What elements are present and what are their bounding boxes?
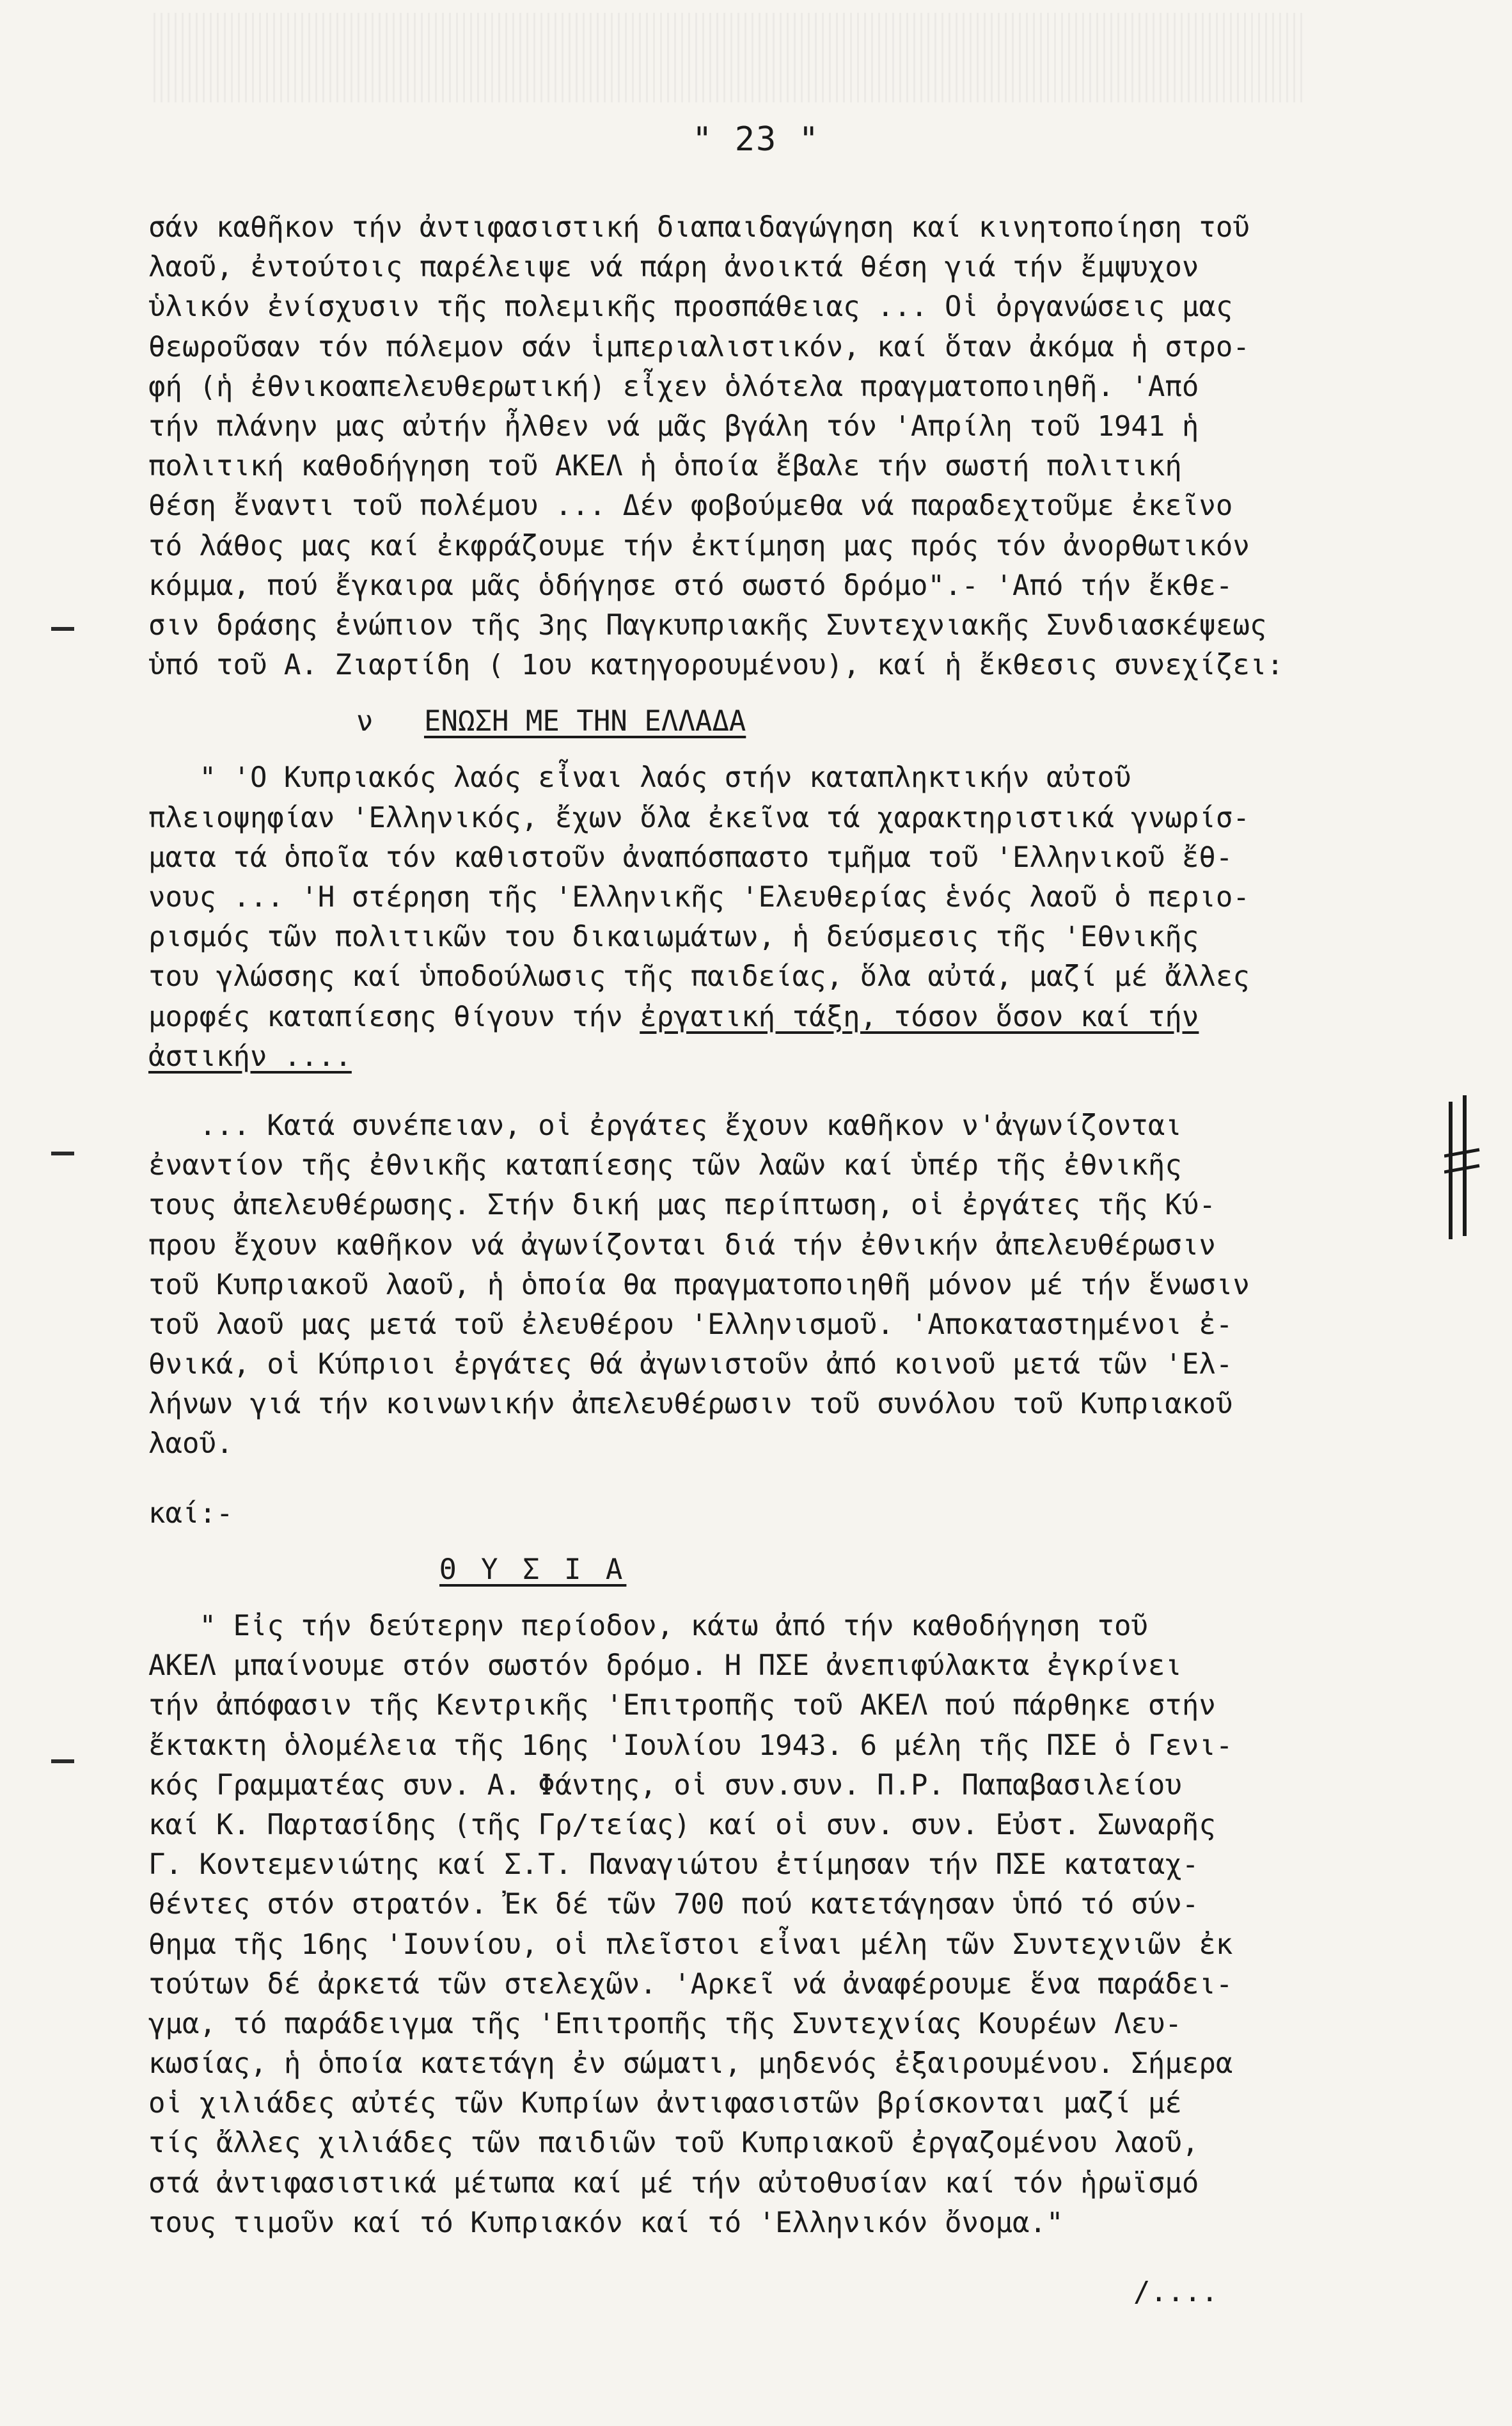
text-line: ὑλικόν ἐνίσχυσιν τῆς πολεμικῆς προσπάθειας ... Οἱ ὀργανώσεις μας	[148, 290, 1233, 324]
text-line: θέση ἔναντι τοῦ πολέμου ... Δέν φοβούμεθα νά παραδεχτοῦμε ἐκεῖνο	[148, 489, 1233, 523]
text-line: λήνων γιά τήν κοινωνικήν ἀπελευθέρωσιν τοῦ συνόλου τοῦ Κυπριακοῦ	[148, 1388, 1233, 1421]
text-line: τοῦ λαοῦ μας μετά τοῦ ἐλευθέρου 'Ελληνισμοῦ. 'Αποκαταστημένοι ἐ-	[148, 1308, 1233, 1341]
scan-noise	[154, 13, 1305, 102]
text-line: Γ. Κοντεμενιώτης καί Σ.Τ. Παναγιώτου ἐτίμησαν τήν ΠΣΕ καταταχ-	[148, 1848, 1199, 1882]
text-line: νους ... 'Η στέρηση τῆς 'Ελληνικῆς 'Ελευθερίας ἑνός λαοῦ ὁ περιο-	[148, 881, 1250, 914]
margin-dash	[51, 627, 74, 631]
text-line: φή (ἡ ἐθνικοαπελευθερωτική) εἶχεν ὁλότελα πραγματοποιηθῆ. 'Από	[148, 370, 1199, 403]
text-line: τήν ἀπόφασιν τῆς Κεντρικῆς 'Επιτροπῆς τοῦ ΑΚΕΛ πού πάρθηκε στήν	[148, 1689, 1216, 1722]
text-line: πλειοψηφίαν 'Ελληνικός, ἔχων ὅλα ἐκεῖνα τά χαρακτηριστικά γνωρίσ-	[148, 801, 1250, 834]
text-line: λαοῦ.	[148, 1427, 233, 1461]
text-line: τίς ἄλλες χιλιάδες τῶν παιδιῶν τοῦ Κυπριακοῦ ἐργαζομένου λαοῦ,	[148, 2127, 1199, 2160]
text-line: λαοῦ, ἐντούτοις παρέλειψε νά πάρη ἀνοικτά θέση γιά τήν ἔμψυχον	[148, 251, 1199, 284]
text-line: " 'Ο Κυπριακός λαός εἶναι λαός στήν καταπληκτικήν αὐτοῦ	[148, 761, 1131, 795]
page-number: " 23 "	[692, 120, 820, 159]
text-line: σιν δράσης ἐνώπιον τῆς 3ης Παγκυπριακῆς Συντεχνιακῆς Συνδιασκέψεως	[148, 608, 1267, 642]
text-line: ματα τά ὁποῖα τόν καθιστοῦν ἀναπόσπαστο τμῆμα τοῦ 'Ελληνικοῦ ἔθ-	[148, 841, 1233, 874]
text-line: ἀστικήν ....	[148, 1040, 352, 1073]
text-line: πρου ἔχουν καθῆκον νά ἀγωνίζονται διά τήν ἐθνικήν ἀπελευθέρωσιν	[148, 1228, 1216, 1262]
text-line: ἐναντίον τῆς ἐθνικῆς καταπίεσης τῶν λαῶν καί ὑπέρ τῆς ἐθνικῆς	[148, 1149, 1182, 1182]
text-line: οἱ χιλιάδες αὐτές τῶν Κυπρίων ἀντιφασιστῶν βρίσκονται μαζί μέ	[148, 2087, 1182, 2120]
text-line: στά ἀντιφασιστικά μέτωπα καί μέ τήν αὐτοθυσίαν καί τόν ἡρωϊσμό	[148, 2166, 1199, 2200]
section-heading-thysia: Θ Υ Σ Ι Α	[439, 1553, 627, 1586]
text-line: τοῦ Κυπριακοῦ λαοῦ, ἡ ὁποία θα πραγματοποιηθῆ μόνον μέ τήν ἕνωσιν	[148, 1268, 1250, 1301]
text-line: ἔκτακτη ὁλομέλεια τῆς 16ης 'Ιουλίου 1943. 6 μέλη τῆς ΠΣΕ ὁ Γενι-	[148, 1729, 1233, 1762]
text-line: θημα τῆς 16ης 'Ιουνίου, οἱ πλεῖστοι εἶναι μέλη τῶν Συντεχνιῶν ἐκ	[148, 1928, 1233, 1961]
text-line: του γλώσσης καί ὑποδούλωσις τῆς παιδείας, ὅλα αὐτά, μαζί μέ ἄλλες	[148, 960, 1250, 994]
heading-text: ΕΝΩΣΗ ΜΕ ΤΗΝ ΕΛΛΑΔΑ	[423, 705, 746, 738]
text-line: " Εἰς τήν δεύτερην περίοδον, κάτω ἀπό τήν καθοδήγηση τοῦ	[148, 1610, 1148, 1642]
text-line: τό λάθος μας καί ἐκφράζουμε τήν ἐκτίμηση μας πρός τόν ἀνορθωτικόν	[148, 529, 1250, 562]
text-line: τούτων δέ ἀρκετά τῶν στελεχῶν. 'Αρκεῖ νά ἀναφέρουμε ἕνα παράδει-	[148, 1967, 1233, 2001]
text-line-kai: καί:-	[148, 1496, 233, 1530]
text-line: θνικά, οἱ Κύπριοι ἐργάτες θά ἀγωνιστοῦν ἀπό κοινοῦ μετά τῶν 'Ελ-	[148, 1348, 1233, 1381]
text-line: γμα, τό παράδειγμα τῆς 'Επιτροπῆς τῆς Συντεχνίας Κουρέων Λευ-	[148, 2007, 1182, 2040]
text-line: ὑπό τοῦ Α. Ζιαρτίδη ( 1ου κατηγορουμένου), καί ἡ ἔκθεσις συνεχίζει:	[148, 649, 1284, 682]
text-segment: μορφές καταπίεσης θίγουν τήν	[148, 1000, 640, 1033]
text-line: τους τιμοῦν καί τό Κυπριακόν καί τό 'Ελληνικόν ὄνομα."	[148, 2206, 1064, 2239]
text-line: θέντες στόν στρατόν. Ἐκ δέ τῶν 700 πού κατετάγησαν ὑπό τό σύν-	[148, 1888, 1199, 1921]
text-line: τους ἀπελευθέρωσης. Στήν δική μας περίπτωση, οἱ ἐργάτες τῆς Κύ-	[148, 1189, 1216, 1222]
text-line: ΑΚΕΛ μπαίνουμε στόν σωστόν δρόμο. Η ΠΣΕ ἀνεπιφύλακτα ἐγκρίνει	[148, 1649, 1182, 1683]
text-line	[148, 997, 1434, 1037]
text-line: κωσίας, ἡ ὁποία κατετάγη ἐν σώματι, μηδενός ἐξαιρουμένου. Σήμερα	[148, 2047, 1233, 2081]
margin-dash	[51, 1152, 74, 1155]
continuation-mark: /....	[1133, 2276, 1218, 2308]
text-line: καί Κ. Παρτασίδης (τῆς Γρ/τείας) καί οἱ συν. συν. Εὐστ. Σωναρῆς	[148, 1808, 1216, 1841]
text-line: κός Γραμματέας συν. Α. Φάντης, οἱ συν.συν. Π.Ρ. Παπαβασιλείου	[148, 1768, 1182, 1802]
margin-hash-mark	[1444, 1095, 1483, 1242]
text-line: θεωροῦσαν τόν πόλεμον σάν ἱμπεριαλιστικόν, καί ὅταν ἀκόμα ἡ στρο-	[148, 330, 1250, 363]
document-body	[148, 208, 1434, 2312]
heading-prefix: ν	[356, 705, 374, 738]
text-line: τήν πλάνην μας αὐτήν ἦλθεν νά μᾶς βγάλη τόν 'Απρίλη τοῦ 1941 ἡ	[148, 409, 1199, 443]
underlined-text: ἐργατική τάξη, τόσον ὅσον καί τήν	[640, 1000, 1199, 1033]
text-line: κόμμα, πού ἔγκαιρα μᾶς ὁδήγησε στό σωστό δρόμο".- 'Από τήν ἔκθε-	[148, 569, 1233, 602]
text-line: ρισμός τῶν πολιτικῶν του δικαιωμάτων, ἡ δεύσμεσις τῆς 'Εθνικῆς	[148, 921, 1199, 954]
margin-dash	[51, 1759, 74, 1763]
section-heading-enosis	[148, 702, 1434, 741]
text-line: πολιτική καθοδήγηση τοῦ ΑΚΕΛ ἡ ὁποία ἔβαλε τήν σωστή πολιτική	[148, 450, 1182, 483]
text-line: ... Κατά συνέπειαν, οἱ ἐργάτες ἔχουν καθῆκον ν'ἀγωνίζονται	[148, 1109, 1182, 1142]
text-line: σάν καθῆκον τήν ἀντιφασιστική διαπαιδαγώγηση καί κινητοποίηση τοῦ	[148, 211, 1250, 244]
